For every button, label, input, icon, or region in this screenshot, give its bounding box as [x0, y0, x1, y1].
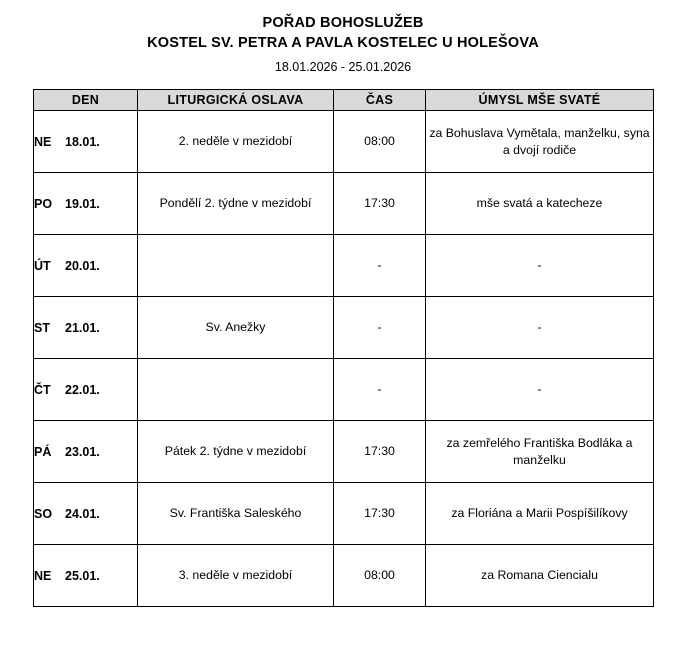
cell-liturgy: Pondělí 2. týdne v mezidobí: [138, 173, 334, 235]
cell-time: 08:00: [334, 545, 426, 607]
cell-intention: -: [426, 235, 654, 297]
cell-day: [34, 235, 138, 297]
cell-liturgy: Sv. Františka Saleského: [138, 483, 334, 545]
cell-intention: za Floriána a Marii Pospíšilíkovy: [426, 483, 654, 545]
cell-liturgy: 2. neděle v mezidobí: [138, 111, 334, 173]
day-date: 25.01.: [65, 568, 100, 583]
table-row: [34, 545, 654, 607]
cell-day: [34, 359, 138, 421]
day-date: 18.01.: [65, 134, 100, 149]
cell-time: 08:00: [334, 111, 426, 173]
cell-liturgy: [138, 235, 334, 297]
table-row: [34, 173, 654, 235]
day-date: 20.01.: [65, 258, 100, 273]
table-row: [34, 111, 654, 173]
day-date: 24.01.: [65, 506, 100, 521]
day-of-week: ST: [34, 320, 50, 335]
cell-liturgy: Sv. Anežky: [138, 297, 334, 359]
schedule-table-container: [33, 89, 653, 607]
table-row: [34, 297, 654, 359]
cell-intention: -: [426, 359, 654, 421]
cell-intention: za Bohuslava Vymětala, manželku, syna a dvojí rodiče: [426, 111, 654, 173]
cell-time: 17:30: [334, 173, 426, 235]
day-of-week: ÚT: [34, 258, 51, 273]
cell-intention: za Romana Ciencialu: [426, 545, 654, 607]
cell-liturgy: 3. neděle v mezidobí: [138, 545, 334, 607]
cell-time: 17:30: [334, 421, 426, 483]
day-of-week: PO: [34, 196, 53, 211]
table-row: [34, 421, 654, 483]
day-of-week: ČT: [34, 382, 51, 397]
cell-time: -: [334, 235, 426, 297]
day-date: 19.01.: [65, 196, 100, 211]
cell-day: [34, 545, 138, 607]
table-head: [34, 90, 654, 111]
cell-liturgy: [138, 359, 334, 421]
cell-day: [34, 111, 138, 173]
cell-day: [34, 421, 138, 483]
church-name: KOSTEL SV. PETRA A PAVLA KOSTELEC U HOLEŠOVA: [147, 35, 539, 51]
table-header-row: [34, 90, 654, 111]
cell-day: [34, 173, 138, 235]
day-date: 22.01.: [65, 382, 100, 397]
cell-time: -: [334, 359, 426, 421]
day-date: 21.01.: [65, 320, 100, 335]
table-row: [34, 483, 654, 545]
table-row: [34, 235, 654, 297]
column-header-day: DEN: [34, 90, 138, 111]
cell-intention: -: [426, 297, 654, 359]
cell-intention: za zemřelého Františka Bodláka a manželku: [426, 421, 654, 483]
cell-day: [34, 297, 138, 359]
table-body: [34, 111, 654, 607]
column-header-time: ČAS: [334, 90, 426, 111]
date-range: 18.01.2026 - 25.01.2026: [274, 60, 412, 74]
cell-day: [34, 483, 138, 545]
schedule-table: [33, 89, 654, 607]
cell-intention: mše svatá a katecheze: [426, 173, 654, 235]
document-header: [0, 0, 686, 78]
table-row: [34, 359, 654, 421]
cell-time: 17:30: [334, 483, 426, 545]
cell-time: -: [334, 297, 426, 359]
day-of-week: PÁ: [34, 444, 52, 459]
day-of-week: NE: [34, 134, 52, 149]
column-header-intention: ÚMYSL MŠE SVATÉ: [426, 90, 654, 111]
page-title: POŘAD BOHOSLUŽEB: [262, 15, 424, 31]
cell-liturgy: Pátek 2. týdne v mezidobí: [138, 421, 334, 483]
day-date: 23.01.: [65, 444, 100, 459]
day-of-week: SO: [34, 506, 53, 521]
column-header-liturgy: LITURGICKÁ OSLAVA: [138, 90, 334, 111]
day-of-week: NE: [34, 568, 52, 583]
